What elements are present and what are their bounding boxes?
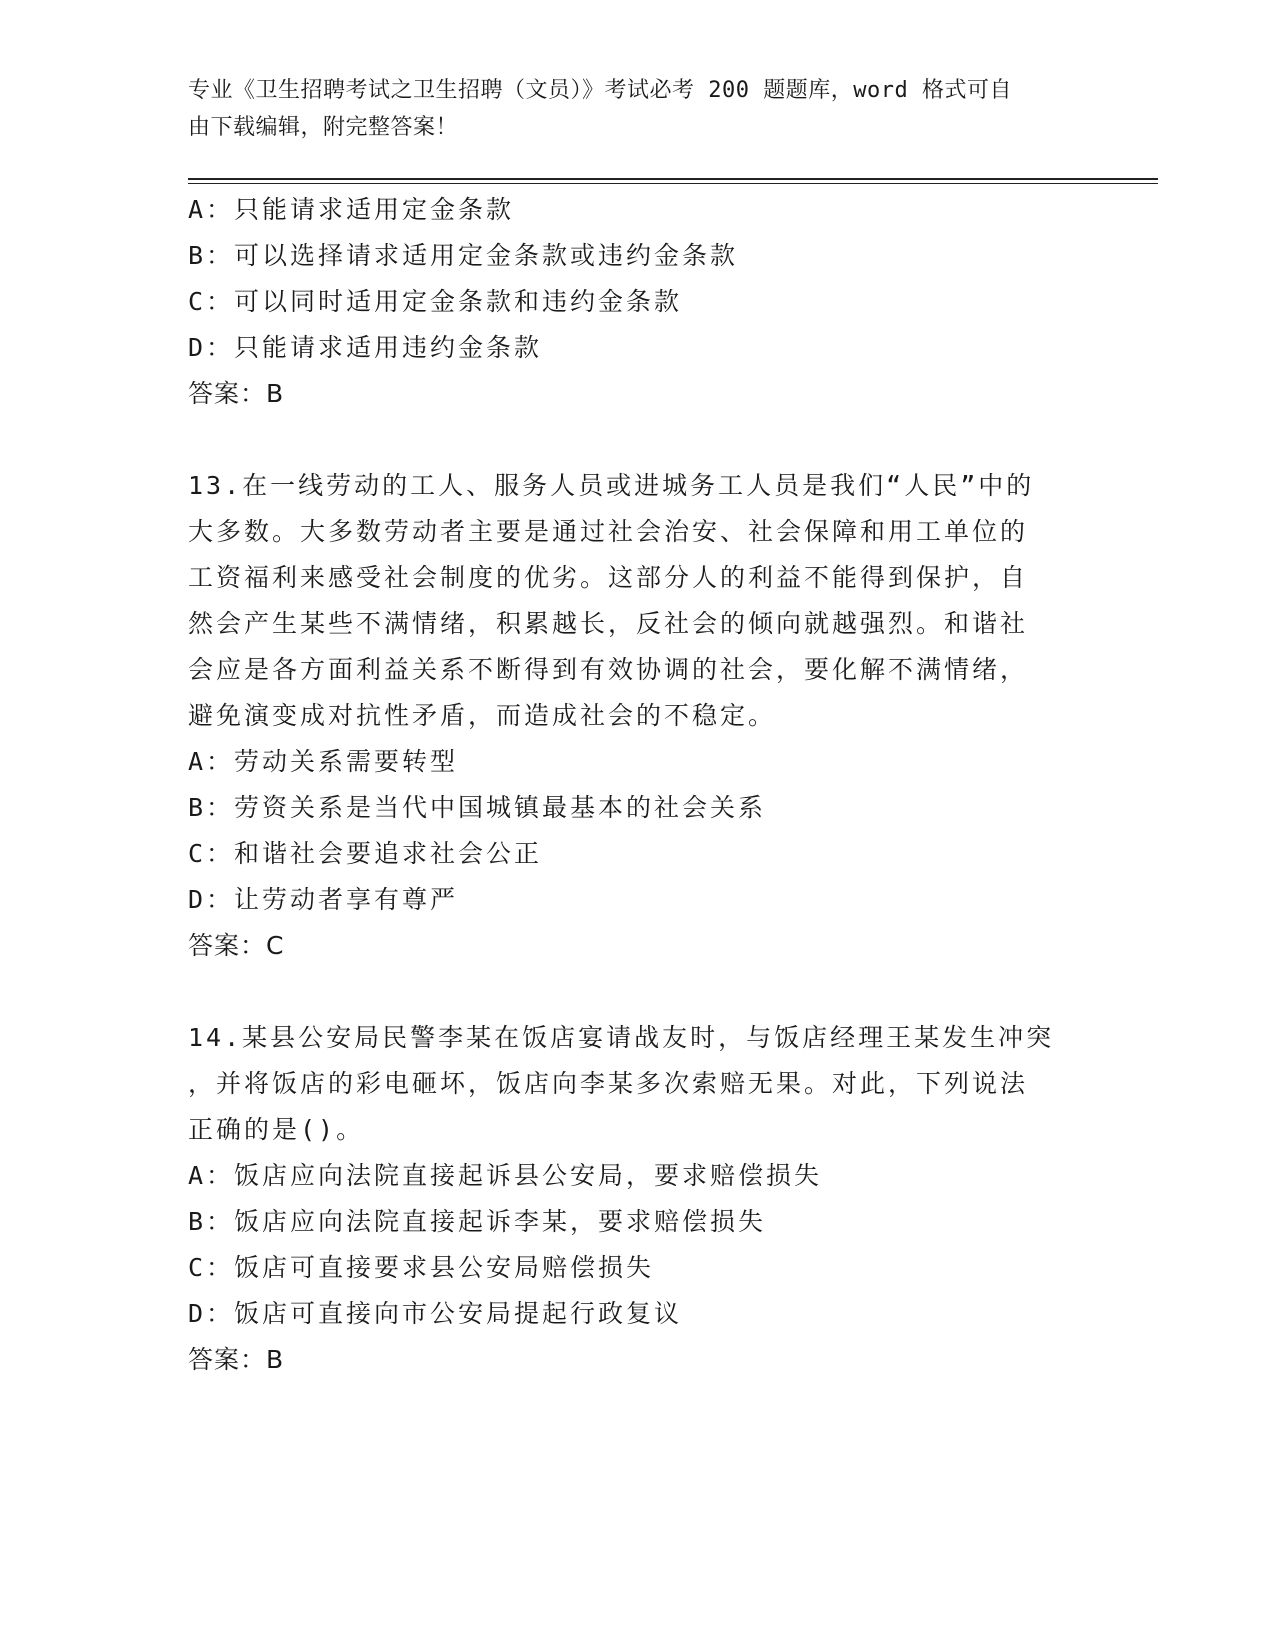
header-title-line-2: 由下载编辑，附完整答案！	[188, 115, 459, 140]
question-block-14	[188, 1015, 1088, 1383]
option-c: C：饭店可直接要求县公安局赔偿损失	[188, 1253, 655, 1282]
header-divider	[188, 178, 1158, 184]
option-b: B：饭店应向法院直接起诉李某，要求赔偿损失	[188, 1207, 767, 1236]
option-b: B：可以选择请求适用定金条款或违约金条款	[188, 241, 739, 270]
answer-line: 答案：C	[188, 931, 285, 960]
question-text-line: 会应是各方面利益关系不断得到有效协调的社会，要化解不满情绪，	[188, 655, 1029, 684]
option-a: A：只能请求适用定金条款	[188, 195, 515, 224]
option-c: C：可以同时适用定金条款和违约金条款	[188, 287, 683, 316]
question-text-line: 大多数。大多数劳动者主要是通过社会治安、社会保障和用工单位的	[188, 517, 1029, 546]
question-text-line: 13.在一线劳动的工人、服务人员或进城务工人员是我们“人民”中的	[188, 471, 1035, 500]
answer-line: 答案：B	[188, 1345, 285, 1374]
option-b: B：劳资关系是当代中国城镇最基本的社会关系	[188, 793, 767, 822]
question-text-line: ，并将饭店的彩电砸坏，饭店向李某多次索赔无果。对此，下列说法	[188, 1069, 1029, 1098]
question-block-12	[188, 187, 1088, 417]
option-c: C：和谐社会要追求社会公正	[188, 839, 543, 868]
option-d: D：饭店可直接向市公安局提起行政复议	[188, 1299, 683, 1328]
option-a: A：劳动关系需要转型	[188, 747, 459, 776]
option-d: D：让劳动者享有尊严	[188, 885, 459, 914]
document-body	[188, 187, 1088, 1383]
question-block-13	[188, 463, 1088, 969]
question-text-line: 工资福利来感受社会制度的优劣。这部分人的利益不能得到保护，自	[188, 563, 1029, 592]
header-title-line-1: 专业《卫生招聘考试之卫生招聘（文员）》考试必考 200 题题库，word 格式可自	[188, 78, 1012, 103]
option-d: D：只能请求适用违约金条款	[188, 333, 543, 362]
option-a: A：饭店应向法院直接起诉县公安局，要求赔偿损失	[188, 1161, 823, 1190]
page-header	[188, 72, 1068, 146]
spacer	[188, 969, 1088, 1015]
question-text-line: 然会产生某些不满情绪，积累越长，反社会的倾向就越强烈。和谐社	[188, 609, 1029, 638]
question-text-line: 避免演变成对抗性矛盾，而造成社会的不稳定。	[188, 701, 777, 730]
question-text-line: 14.某县公安局民警李某在饭店宴请战友时，与饭店经理王某发生冲突	[188, 1023, 1055, 1052]
answer-line: 答案：B	[188, 379, 285, 408]
spacer	[188, 417, 1088, 463]
question-text-line: 正确的是()。	[188, 1115, 365, 1144]
